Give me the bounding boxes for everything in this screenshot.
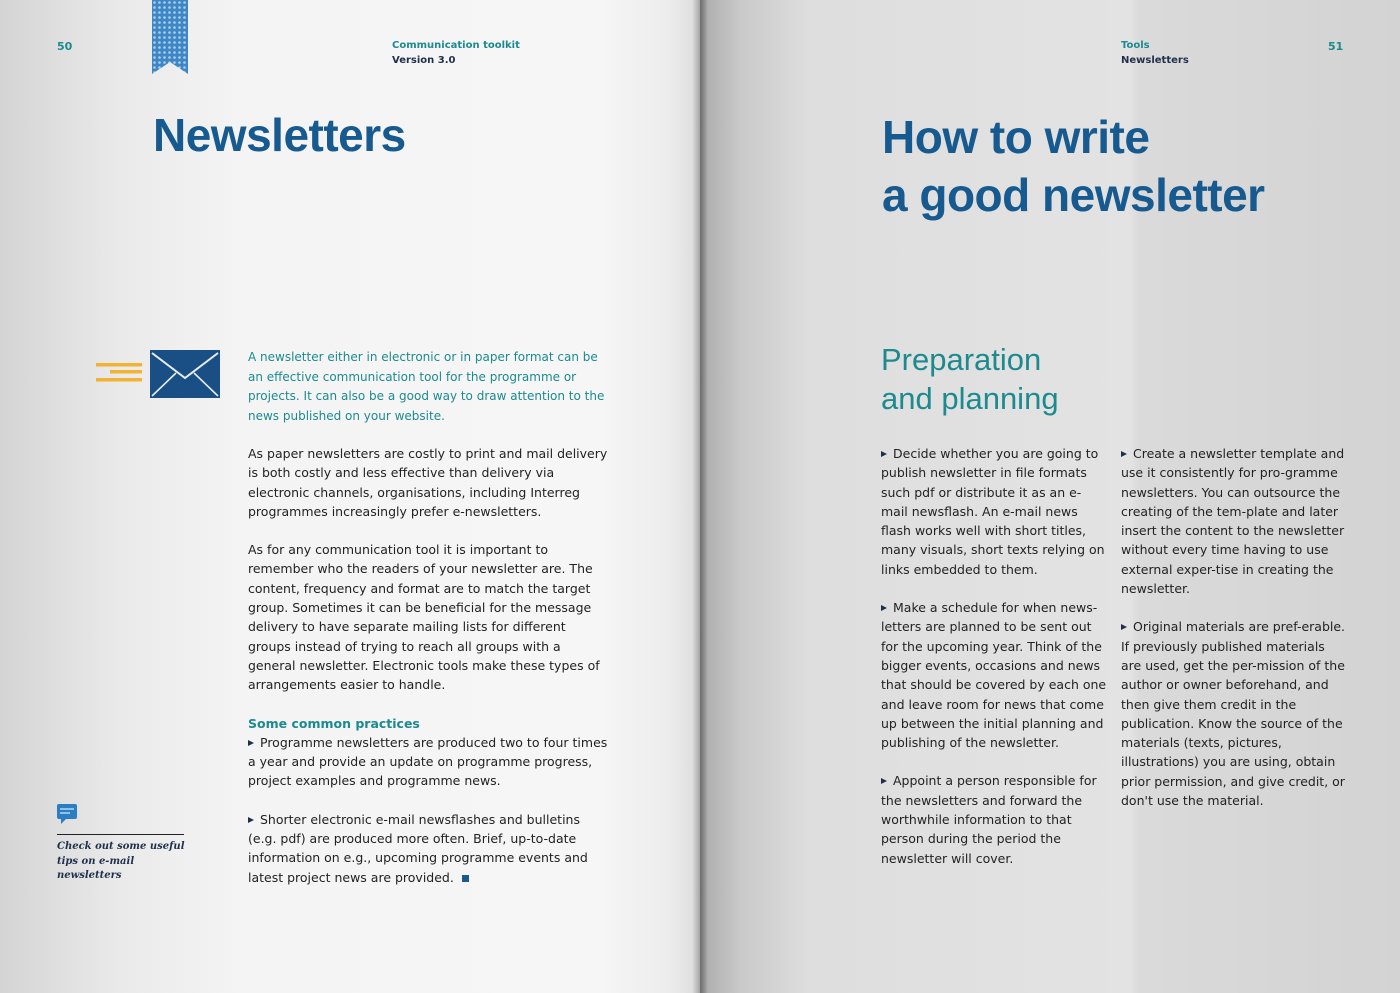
running-head-chapter: Newsletters bbox=[1121, 55, 1189, 66]
title-line: a good newsletter bbox=[882, 169, 1265, 221]
practices-heading: Some common practices bbox=[248, 715, 420, 731]
list-item: Programme newsletters are produced two to four times a year and provide an update on programme progress, project examples and programme news. bbox=[248, 734, 608, 789]
list-item: Original materials are pref-erable. If previously published materials are used, get the per-mission of the author or owner beforehand, and then give them credit in the publication. Know the source of the materials (texts, pictures, illustrations) you are using, obtain prior permission, and give credit, or don't use the material. bbox=[1121, 619, 1346, 809]
bullet-icon bbox=[1121, 451, 1127, 457]
left-body-text bbox=[248, 444, 610, 906]
tips-column-2 bbox=[1121, 444, 1347, 829]
bullet-icon bbox=[881, 451, 887, 457]
bullet-icon bbox=[1121, 624, 1127, 630]
list-item: Appoint a person responsible for the newsletters and forward the worthwhile information to that person during the period the newsletter will cover. bbox=[881, 773, 1097, 866]
sidenote-divider bbox=[57, 834, 184, 835]
book-gutter bbox=[692, 0, 708, 993]
bullet-icon bbox=[881, 605, 887, 611]
title-line: How to write bbox=[882, 111, 1150, 163]
envelope-icon bbox=[94, 348, 222, 400]
page-number: 50 bbox=[57, 40, 73, 53]
list-item: Decide whether you are going to publish newsletter in file formats such pdf or distribute it as an e-mail newsflash. An e-mail news flash works well with short titles, many visuals, short texts relying on links embedded to them. bbox=[881, 446, 1105, 577]
tips-column-1 bbox=[881, 444, 1107, 887]
list-item: Shorter electronic e-mail newsflashes and bulletins (e.g. pdf) are produced more often. Brief, up-to-date information on e.g., upcoming programme events and latest project news are provided. bbox=[248, 811, 588, 885]
page-title: Newsletters bbox=[153, 109, 406, 161]
body-paragraph: As paper newsletters are costly to print and mail delivery is both costly and less effective than delivery via electronic channels, organisations, including Interreg programmes increasingly prefer e-newsletters. bbox=[248, 446, 608, 519]
page-title bbox=[882, 108, 1265, 224]
running-head-section: Tools bbox=[1121, 40, 1150, 51]
running-head bbox=[1121, 38, 1189, 68]
section-heading: Preparation and planning bbox=[881, 342, 1059, 416]
running-head-version: Version 3.0 bbox=[392, 55, 456, 66]
body-paragraph: As for any communication tool it is important to remember who the readers of your newsletter are. The content, frequency and format are to match the target group. Sometimes it can be beneficial for the message delivery to have separate mailing lists for different groups instead of trying to reach all groups with a general newsletter. Electronic tools make these types of arrangements easier to handle. bbox=[248, 542, 600, 693]
page-number: 51 bbox=[1328, 40, 1344, 53]
bullet-icon bbox=[248, 740, 254, 746]
bullet-icon bbox=[881, 778, 887, 784]
intro-paragraph: A newsletter either in electronic or in paper format can be an effective communication tool for the programme or projects. It can also be a good way to draw attention to the news published on your website. bbox=[248, 350, 605, 423]
speech-bubble-icon bbox=[57, 804, 77, 824]
sidenote-text: Check out some useful tips on e-mail newsletters bbox=[57, 841, 185, 881]
bullet-icon bbox=[248, 817, 254, 823]
running-head bbox=[392, 38, 520, 68]
list-item: Create a newsletter template and use it consistently for pro-gramme newsletters. You can outsource the creating of the tem-plate and later insert the content to the newsletter without every time having to use external exper-tise in creating the newsletter. bbox=[1121, 446, 1345, 597]
bookmark-ribbon-icon bbox=[152, 0, 188, 74]
running-head-publication: Communication toolkit bbox=[392, 40, 520, 51]
end-of-article-icon bbox=[462, 875, 469, 882]
list-item: Make a schedule for when news-letters are planned to be sent out for the upcoming year. Think of the bigger events, occasions and news that should be covered by each one and leave room for news that come up between the initial planning and publishing of the newsletter. bbox=[881, 600, 1107, 751]
